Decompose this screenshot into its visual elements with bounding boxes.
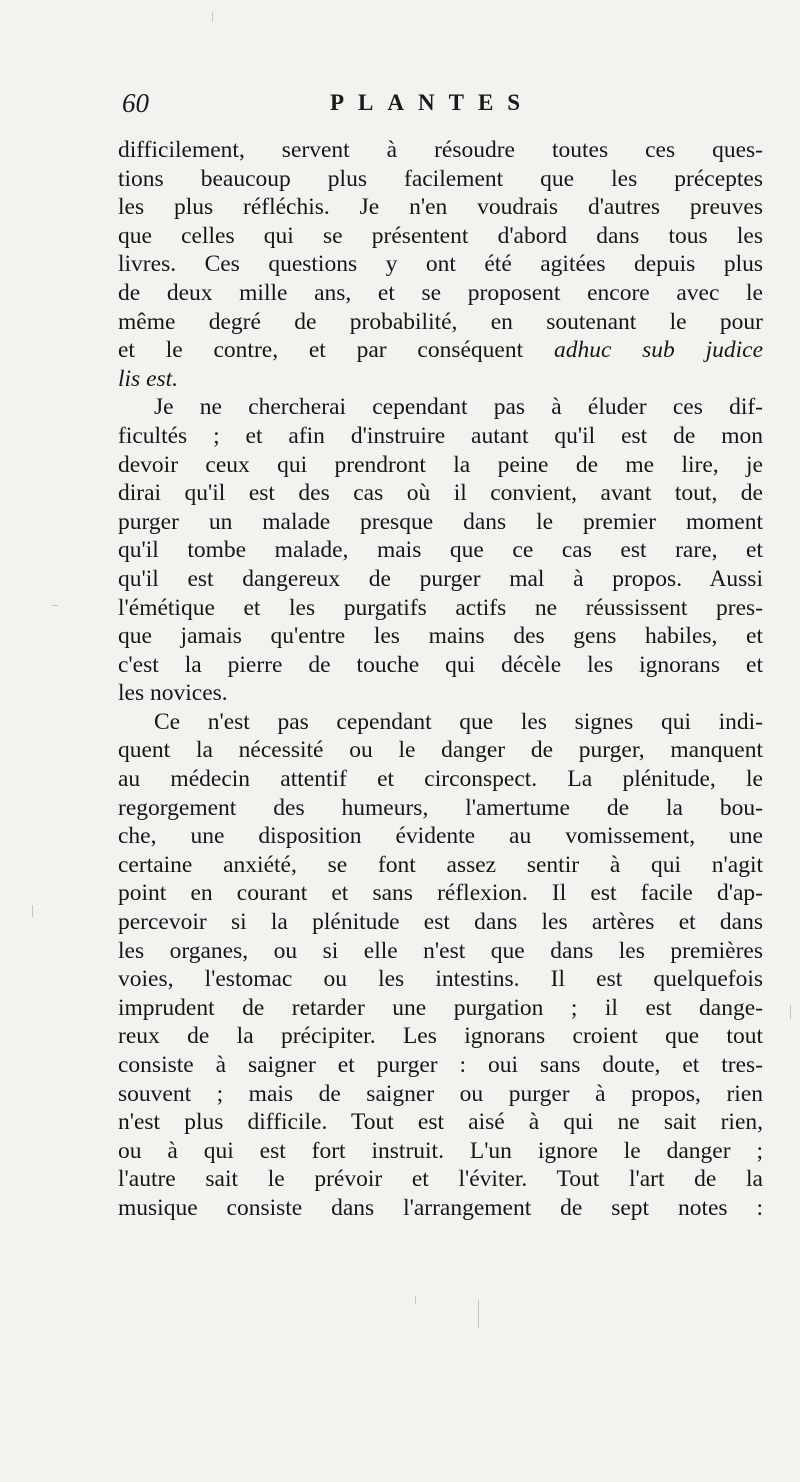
text-line: de deux mille ans, et se proposent encore avec le bbox=[118, 279, 763, 306]
text-line: même degré de probabilité, en soutenant le pour bbox=[118, 308, 763, 335]
latin-phrase: adhuc sub judice bbox=[553, 337, 763, 364]
text-line: regorgement des humeurs, l'amertume de la bou- bbox=[118, 794, 763, 821]
running-head: PLANTES bbox=[330, 90, 535, 115]
text-line: ou à qui est fort instruit. L'un ignore le danger ; bbox=[118, 1137, 763, 1164]
paragraph-first-line: Ce n'est pas cependant que les signes qui indi- bbox=[154, 708, 763, 735]
body-text bbox=[118, 136, 763, 1223]
text-line: les novices. bbox=[118, 680, 228, 707]
text-line: musique consiste dans l'arrangement de sept notes : bbox=[118, 1194, 763, 1221]
text-line: reux de la précipiter. Les ignorans croient que tout bbox=[118, 1023, 763, 1050]
latin-phrase-end: lis est. bbox=[118, 365, 179, 392]
paper-mark bbox=[32, 905, 33, 917]
text-line: voies, l'estomac ou les intestins. Il est quelquefois bbox=[118, 966, 763, 993]
paper-mark bbox=[790, 1005, 791, 1019]
text-line: dirai qu'il est des cas où il convient, avant tout, de bbox=[118, 480, 763, 507]
text-line: l'autre sait le prévoir et l'éviter. Tout l'art de la bbox=[118, 1166, 763, 1193]
text-line: au médecin attentif et circonspect. La plénitude, le bbox=[118, 766, 763, 793]
text-line: difficilement, servent à résoudre toutes ces ques- bbox=[118, 137, 763, 163]
text-line bbox=[118, 336, 763, 365]
text-line: les plus réfléchis. Je n'en voudrais d'autres preuves bbox=[118, 194, 763, 221]
text-line-roman: et le contre, et par conséquent bbox=[118, 337, 524, 364]
paper-mark bbox=[212, 12, 213, 22]
page-number: 60 bbox=[122, 88, 149, 118]
paper-mark bbox=[52, 605, 58, 606]
text-line: consiste à saigner et purger : oui sans doute, et tres- bbox=[118, 1052, 763, 1078]
paragraph-first-line: Je ne chercherai cependant pas à éluder ces dif- bbox=[154, 394, 763, 421]
paper-mark bbox=[415, 1296, 416, 1304]
text-line: imprudent de retarder une purgation ; il est dange- bbox=[118, 994, 763, 1021]
text-line: que jamais qu'entre les mains des gens habiles, et bbox=[118, 623, 763, 650]
text-line: qu'il est dangereux de purger mal à propos. Aussi bbox=[118, 565, 763, 592]
text-line: souvent ; mais de saigner ou purger à propos, rien bbox=[118, 1080, 763, 1107]
text-line: devoir ceux qui prendront la peine de me lire, je bbox=[118, 451, 763, 478]
text-line: tions beaucoup plus facilement que les préceptes bbox=[118, 165, 763, 192]
text-line: l'émétique et les purgatifs actifs ne réussissent pres- bbox=[118, 594, 763, 621]
text-line: purger un malade presque dans le premier moment bbox=[118, 508, 763, 535]
page-header bbox=[122, 88, 742, 124]
text-line: certaine anxiété, se font assez sentir à qui n'agit bbox=[118, 851, 763, 878]
text-line: quent la nécessité ou le danger de purger, manquent bbox=[118, 737, 763, 764]
text-line: point en courant et sans réflexion. Il est facile d'ap- bbox=[118, 880, 763, 907]
text-line: ficultés ; et afin d'instruire autant qu'il est de mon bbox=[118, 422, 763, 449]
text-line: percevoir si la plénitude est dans les artères et dans bbox=[118, 909, 763, 936]
text-line: les organes, ou si elle n'est que dans les premières bbox=[118, 937, 763, 964]
text-line: che, une disposition évidente au vomissement, une bbox=[118, 823, 763, 850]
text-line: qu'il tombe malade, mais que ce cas est rare, et bbox=[118, 537, 763, 564]
text-line: livres. Ces questions y ont été agitées depuis plus bbox=[118, 251, 763, 278]
text-line: c'est la pierre de touche qui décèle les ignorans et bbox=[118, 651, 763, 678]
paper-mark bbox=[478, 1300, 479, 1328]
text-line: n'est plus difficile. Tout est aisé à qui ne sait rien, bbox=[118, 1109, 763, 1136]
text-line: que celles qui se présentent d'abord dans tous les bbox=[118, 222, 763, 249]
